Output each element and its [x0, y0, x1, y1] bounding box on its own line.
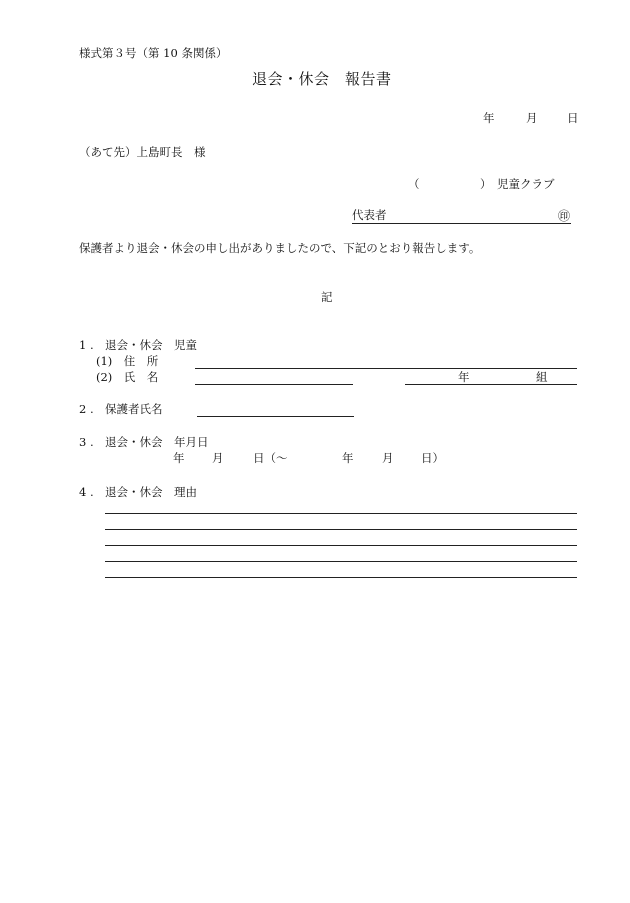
section-4-number: 4 .: [79, 485, 94, 499]
form-number: 様式第３号（第 10 条関係）: [79, 46, 228, 60]
date-day-label: 日: [567, 111, 579, 125]
reason-line-3[interactable]: [105, 545, 577, 546]
to-month-label: 月: [382, 451, 394, 465]
guardian-name-label: 保護者氏名: [105, 402, 163, 416]
address-label: (1) 住 所: [96, 354, 159, 368]
reason-line-4[interactable]: [105, 561, 577, 562]
to-day-label: 日）: [421, 451, 444, 465]
grade-class-label: 組: [536, 370, 548, 384]
section-2-number: 2 .: [79, 402, 94, 416]
representative-signature-line[interactable]: [352, 223, 571, 224]
child-name-input-line[interactable]: [195, 384, 353, 385]
from-month-label: 月: [212, 451, 224, 465]
date-month-label: 月: [526, 111, 538, 125]
club-paren-open: （: [408, 177, 420, 191]
date-year-label: 年: [483, 111, 495, 125]
section-3-number: 3 .: [79, 435, 94, 449]
representative-label: 代表者: [352, 208, 387, 222]
reason-line-5[interactable]: [105, 577, 577, 578]
section-3-title: 退会・休会 年月日: [105, 435, 209, 449]
reason-line-1[interactable]: [105, 513, 577, 514]
to-year-label: 年: [342, 451, 354, 465]
intro-text: 保護者より退会・休会の申し出がありましたので、下記のとおり報告します。: [79, 241, 481, 255]
club-paren-close: ）: [480, 177, 492, 191]
section-1-number: 1 .: [79, 338, 94, 352]
guardian-name-input-line[interactable]: [197, 416, 354, 417]
addressee: （あて先）上島町長 様: [79, 145, 206, 159]
from-year-label: 年: [173, 451, 185, 465]
ki-heading: 記: [321, 290, 333, 304]
child-name-label: (2) 氏 名: [96, 370, 159, 384]
reason-line-2[interactable]: [105, 529, 577, 530]
document-title: 退会・休会 報告書: [252, 70, 392, 88]
seal-mark: ㊞: [558, 209, 571, 223]
address-input-line[interactable]: [195, 368, 577, 369]
grade-class-input-line[interactable]: [405, 384, 577, 385]
grade-year-label: 年: [458, 370, 470, 384]
section-4-title: 退会・休会 理由: [105, 485, 197, 499]
club-name-label: 児童クラブ: [497, 177, 555, 191]
from-day-label: 日（〜: [253, 451, 288, 465]
section-1-title: 退会・休会 児童: [105, 338, 197, 352]
